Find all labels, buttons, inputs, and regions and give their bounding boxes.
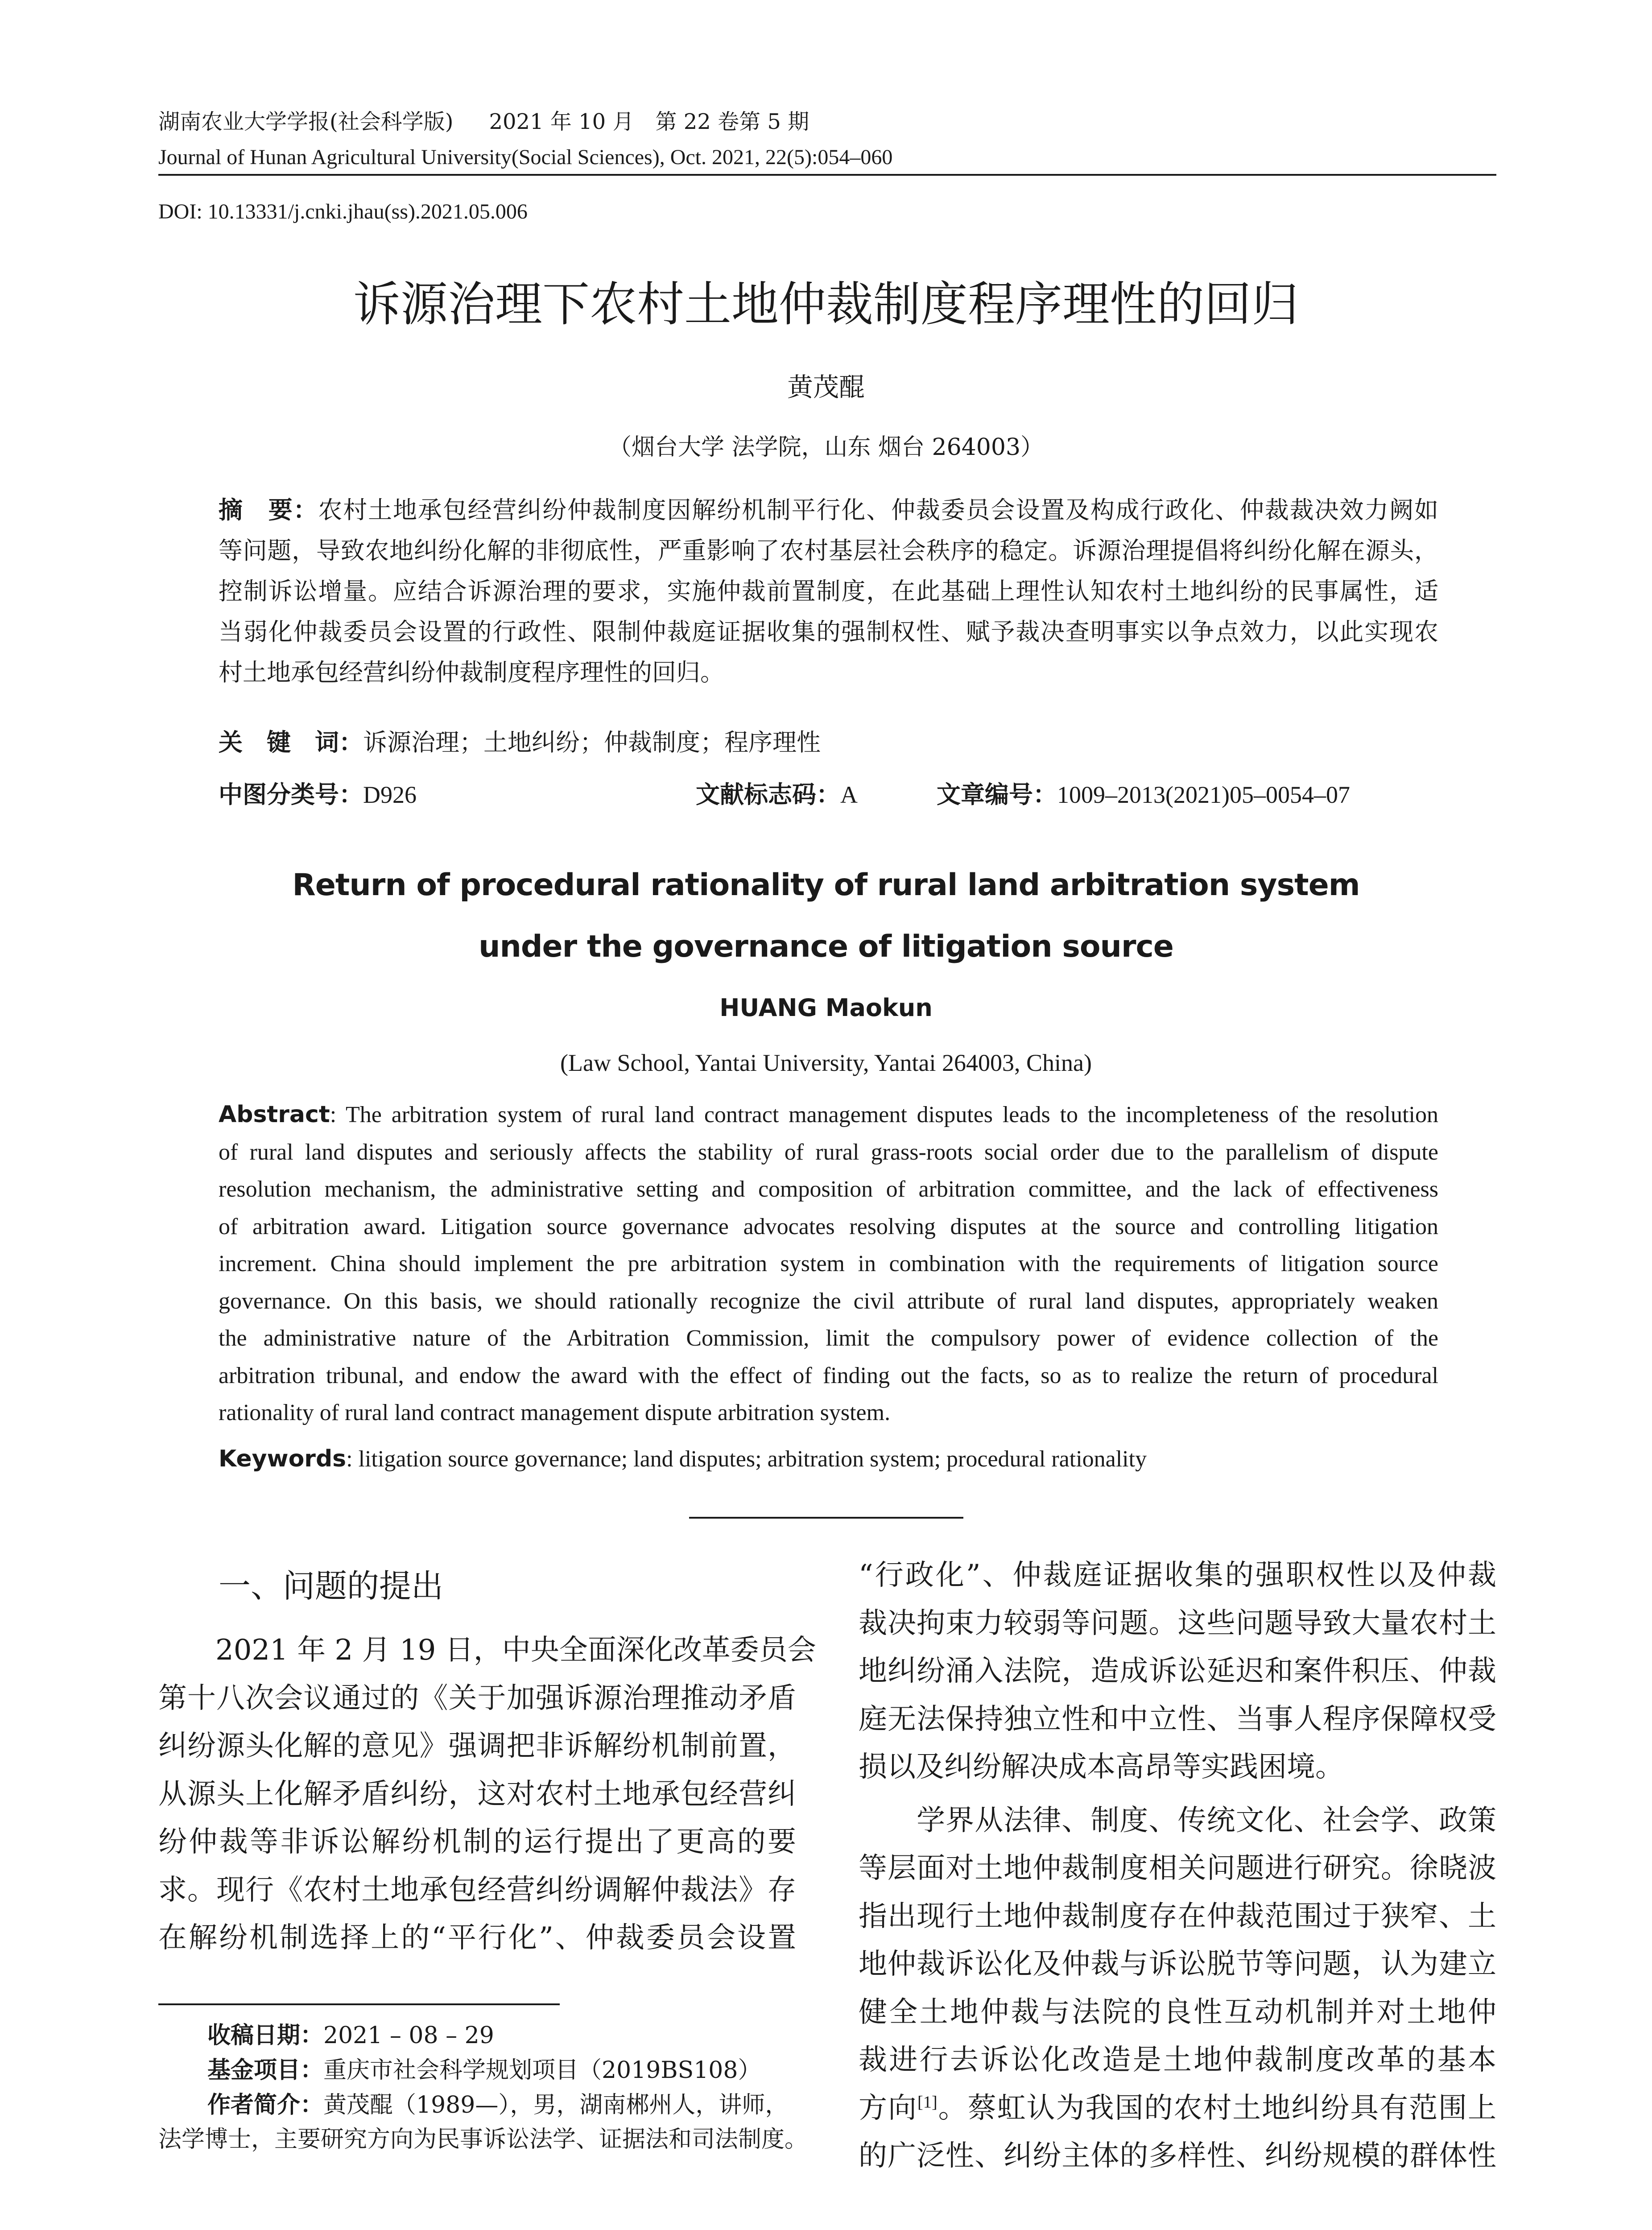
abstract-en-line: the administrative nature of the Arbitration Commission, limit the compulsory power of evidence collection of the (219, 1326, 1438, 1351)
abstract-en-line: rationality of rural land contract management dispute arbitration system. (219, 1400, 891, 1425)
abstract-en-line: of arbitration award. Litigation source governance advocates resolving disputes at the source and controlling litigation (219, 1214, 1438, 1239)
running-header-cn (158, 108, 809, 135)
issue-info-cn: 2021 年 10 月 第 22 卷第 5 期 (489, 109, 809, 134)
keywords-value-cn: 诉源治理；土地纠纷；仲裁制度；程序理性 (363, 728, 821, 756)
footnote-block (158, 2018, 808, 2157)
article-no-label: 文章编号： (937, 780, 1057, 809)
author-bio (158, 2088, 796, 2123)
fund-value: 重庆市社会科学规划项目（2019BS108） (323, 2057, 761, 2084)
article-title-en-line2: under the governance of litigation source (479, 929, 1173, 964)
body-line: “行政化”、仲裁庭证据收集的强职权性以及仲裁 (859, 1559, 1496, 1592)
abstract-en-line: increment. China should implement the pre arbitration system in combination with the requirements of litigation source (219, 1251, 1438, 1276)
article-title-en-line1: Return of procedural rationality of rural land arbitration system (292, 867, 1360, 903)
section-heading: 一、问题的提出 (219, 1567, 444, 1605)
body-text: 方向 (859, 2091, 917, 2125)
body-line: 裁进行去诉讼化改造是土地仲裁制度改革的基本 (859, 2044, 1496, 2077)
abstract-cn-line: 控制诉讼增量。应结合诉源治理的要求，实施仲裁前置制度，在此基础上理性认知农村土地纠纷的民事属性，适 (219, 577, 1438, 605)
abstract-label-en: Abstract (219, 1101, 330, 1128)
body-line: 纠纷源头化解的意见》强调把非诉解纷机制前置， (158, 1730, 796, 1763)
keywords-label-cn: 关 键 词： (219, 728, 363, 756)
citation-mark[interactable]: [1] (917, 2093, 938, 2112)
doc-code-value: A (840, 781, 858, 808)
clc-value: D926 (363, 781, 417, 808)
body-line: 第十八次会议通过的《关于加强诉源治理推动矛盾 (158, 1681, 796, 1715)
abstract-cn-line: 等问题，导致农地纠纷化解的非彻底性，严重影响了农村基层社会秩序的稳定。诉源治理提倡将纠纷化解在源头， (219, 537, 1438, 565)
journal-name-cn: 湖南农业大学学报(社会科学版) (158, 109, 454, 134)
body-text: 。蔡虹认为我国的农村土地纠纷具有范围上 (937, 2091, 1497, 2125)
abstract-label-cn: 摘 要： (219, 496, 318, 524)
article-title-cn: 诉源治理下农村土地仲裁制度程序理性的回归 (353, 277, 1299, 332)
body-line: 地纠纷涌入法院，造成诉讼延迟和案件积压、仲裁 (859, 1655, 1496, 1688)
body-line: 在解纷机制选择上的“平行化”、仲裁委员会设置 (158, 1921, 796, 1954)
body-line: 地仲裁诉讼化及仲裁与诉讼脱节等问题，认为建立 (859, 1948, 1496, 1981)
keywords-label-en: Keywords (219, 1445, 347, 1472)
keywords-value-en: : litigation source governance; land disputes; arbitration system; procedural rationality (346, 1446, 1147, 1472)
author-name-cn: 黄茂醌 (787, 372, 865, 402)
abstract-separator (689, 1517, 963, 1519)
body-line: 2021 年 2 月 19 日，中央全面深化改革委员会 (158, 1634, 816, 1667)
abstract-en-line: governance. On this basis, we should rationally recognize the civil attribute of rural land disputes, appropriately weaken (219, 1288, 1438, 1314)
abstract-en-line: of rural land disputes and seriously affects the stability of rural grass-roots social order due to the parallelism of dispute (219, 1139, 1438, 1165)
journal-name-en: Journal of Hunan Agricultural University(Social Sciences), Oct. 2021, 22(5):054–060 (158, 145, 893, 169)
doc-code-label: 文献标志码： (696, 780, 840, 809)
abstract-en-line: resolution mechanism, the administrative setting and composition of arbitration committee, and the lack of effectiveness (219, 1177, 1438, 1202)
keywords-en (219, 1443, 1147, 1475)
clc-label: 中图分类号： (219, 780, 363, 809)
body-line: 指出现行土地仲裁制度存在仲裁范围过于狭窄、土 (859, 1900, 1496, 1933)
doi-line: DOI: 10.13331/j.cnki.jhau(ss).2021.05.006 (158, 200, 528, 223)
article-no-value: 1009–2013(2021)05–0054–07 (1057, 781, 1350, 808)
body-left-column (158, 1627, 816, 1962)
author-bio-value: 黄茂醌（1989—），男，湖南郴州人，讲师， (323, 2092, 789, 2118)
footnote-rule (158, 2003, 560, 2005)
header-rule (158, 174, 1496, 176)
author-bio-label: 作者简介： (207, 2091, 324, 2118)
abstract-cn-line: 当弱化仲裁委员会设置的行政性、限制仲裁庭证据收集的强制权性、赋予裁决查明事实以争点效力，以此实现农 (219, 618, 1438, 646)
body-line: 庭无法保持独立性和中立性、当事人程序保障权受 (859, 1702, 1496, 1736)
author-name-en: HUANG Maokun (719, 994, 933, 1022)
body-line: 损以及纠纷解决成本高昂等实践困境。 (859, 1751, 1344, 1784)
body-line: 求。现行《农村土地承包经营纠纷调解仲裁法》存 (158, 1873, 796, 1907)
abstract-en-line: arbitration tribunal, and endow the award with the effect of finding out the facts, so as to realize the return of procedural (219, 1363, 1438, 1388)
affiliation-en: (Law School, Yantai University, Yantai 264003, China) (560, 1049, 1092, 1076)
clc-number (219, 778, 417, 811)
body-line: 裁决拘束力较弱等问题。这些问题导致大量农村土 (859, 1606, 1496, 1640)
received-date (158, 2018, 796, 2053)
affiliation-cn: （烟台大学 法学院，山东 烟台 264003） (608, 434, 1044, 461)
body-line: 的广泛性、纠纷主体的多样性、纠纷规模的群体性 (859, 2139, 1496, 2172)
body-line: 从源头上化解矛盾纠纷，这对农村土地承包经营纠 (158, 1777, 796, 1811)
article-number (937, 778, 1350, 811)
fund-project (158, 2053, 796, 2088)
received-value: 2021 – 08 – 29 (323, 2022, 494, 2049)
keywords-cn (219, 726, 821, 759)
body-right-column (859, 1552, 1496, 2180)
document-code (696, 778, 858, 811)
received-label: 收稿日期： (207, 2022, 324, 2049)
fund-label: 基金项目： (207, 2057, 324, 2084)
abstract-cn (219, 490, 1438, 693)
body-line: 等层面对土地仲裁制度相关问题进行研究。徐晓波 (859, 1852, 1496, 1885)
body-line: 学界从法律、制度、传统文化、社会学、政策 (859, 1804, 1496, 1837)
abstract-cn-line: 村土地承包经营纠纷仲裁制度程序理性的回归。 (219, 658, 724, 686)
abstract-cn-line: 农村土地承包经营纠纷仲裁制度因解纷机制平行化、仲裁委员会设置及构成行政化、仲裁裁决效力阙如 (318, 496, 1439, 524)
body-line: 纷仲裁等非诉讼解纷机制的运行提出了更高的要 (158, 1825, 796, 1858)
body-line-with-citation (859, 2085, 1496, 2133)
abstract-en-line: : The arbitration system of rural land contract management disputes leads to the incompleteness of the resolution (330, 1102, 1438, 1127)
author-bio-continued: 法学博士，主要研究方向为民事诉讼法学、证据法和司法制度。 (158, 2126, 808, 2153)
abstract-en (219, 1096, 1438, 1432)
body-line: 健全土地仲裁与法院的良性互动机制并对土地仲 (859, 1995, 1496, 2029)
